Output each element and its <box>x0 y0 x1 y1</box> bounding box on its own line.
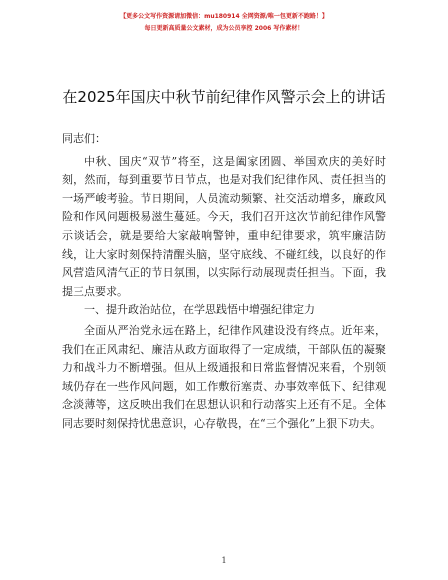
document-body <box>62 130 386 434</box>
salutation: 同志们： <box>62 132 106 145</box>
section-heading: 一、提升政治站位，在学思践悟中增强纪律定力 <box>84 303 315 317</box>
intro-paragraph: 中秋、国庆“双节”将至，这是阖家团圆、举国欢庆的美好时刻，然而，每到重要节日节点，也是对我们纪律作风、责任担当的一场严峻考验。节日期间，人员流动频繁、社交活动增多，廉政风险和作风问题极易滋生蔓延。今天，我们召开这次节前纪律作风警示谈话会，就是要给大家敲响警钟，重申纪律要求，筑牢廉洁防线，让大家时刻保持清醒头脑，坚守底线、不碰红线，以良好的作风营造风清气正的节日氛围，以实际行动展现责任担当。下面，我提三点要求。 <box>62 154 386 298</box>
document-title: 在2025年国庆中秋节前纪律作风警示会上的讲话 <box>62 88 386 106</box>
section-paragraph: 全面从严治党永远在路上，纪律作风建设没有终点。近年来，我们在正风肃纪、廉洁从政方面取得了一定成绩，干部队伍的凝聚力和战斗力不断增强。但从上级通报和日常监督情况来看，个别领域仍存在一些作风问题，如工作敷衍塞责、办事效率低下、纪律观念淡薄等，这反映出我们在思想认识和行动落实上还有不足。全体同志要时刻保持忧患意识，心存敬畏，在“三个强化”上狠下功夫。 <box>62 323 386 430</box>
promo-banner-line-1: 【更多公文写作资源请加微信：mu180914 全网资源/唯一包更新不跑路！】 <box>120 13 328 20</box>
promo-banner-line-2: 每日更新高质量公文素材，成为公员享控 2006 写作素材！ <box>144 25 304 32</box>
page-number: 1 <box>221 556 227 565</box>
promo-banner <box>0 11 448 35</box>
